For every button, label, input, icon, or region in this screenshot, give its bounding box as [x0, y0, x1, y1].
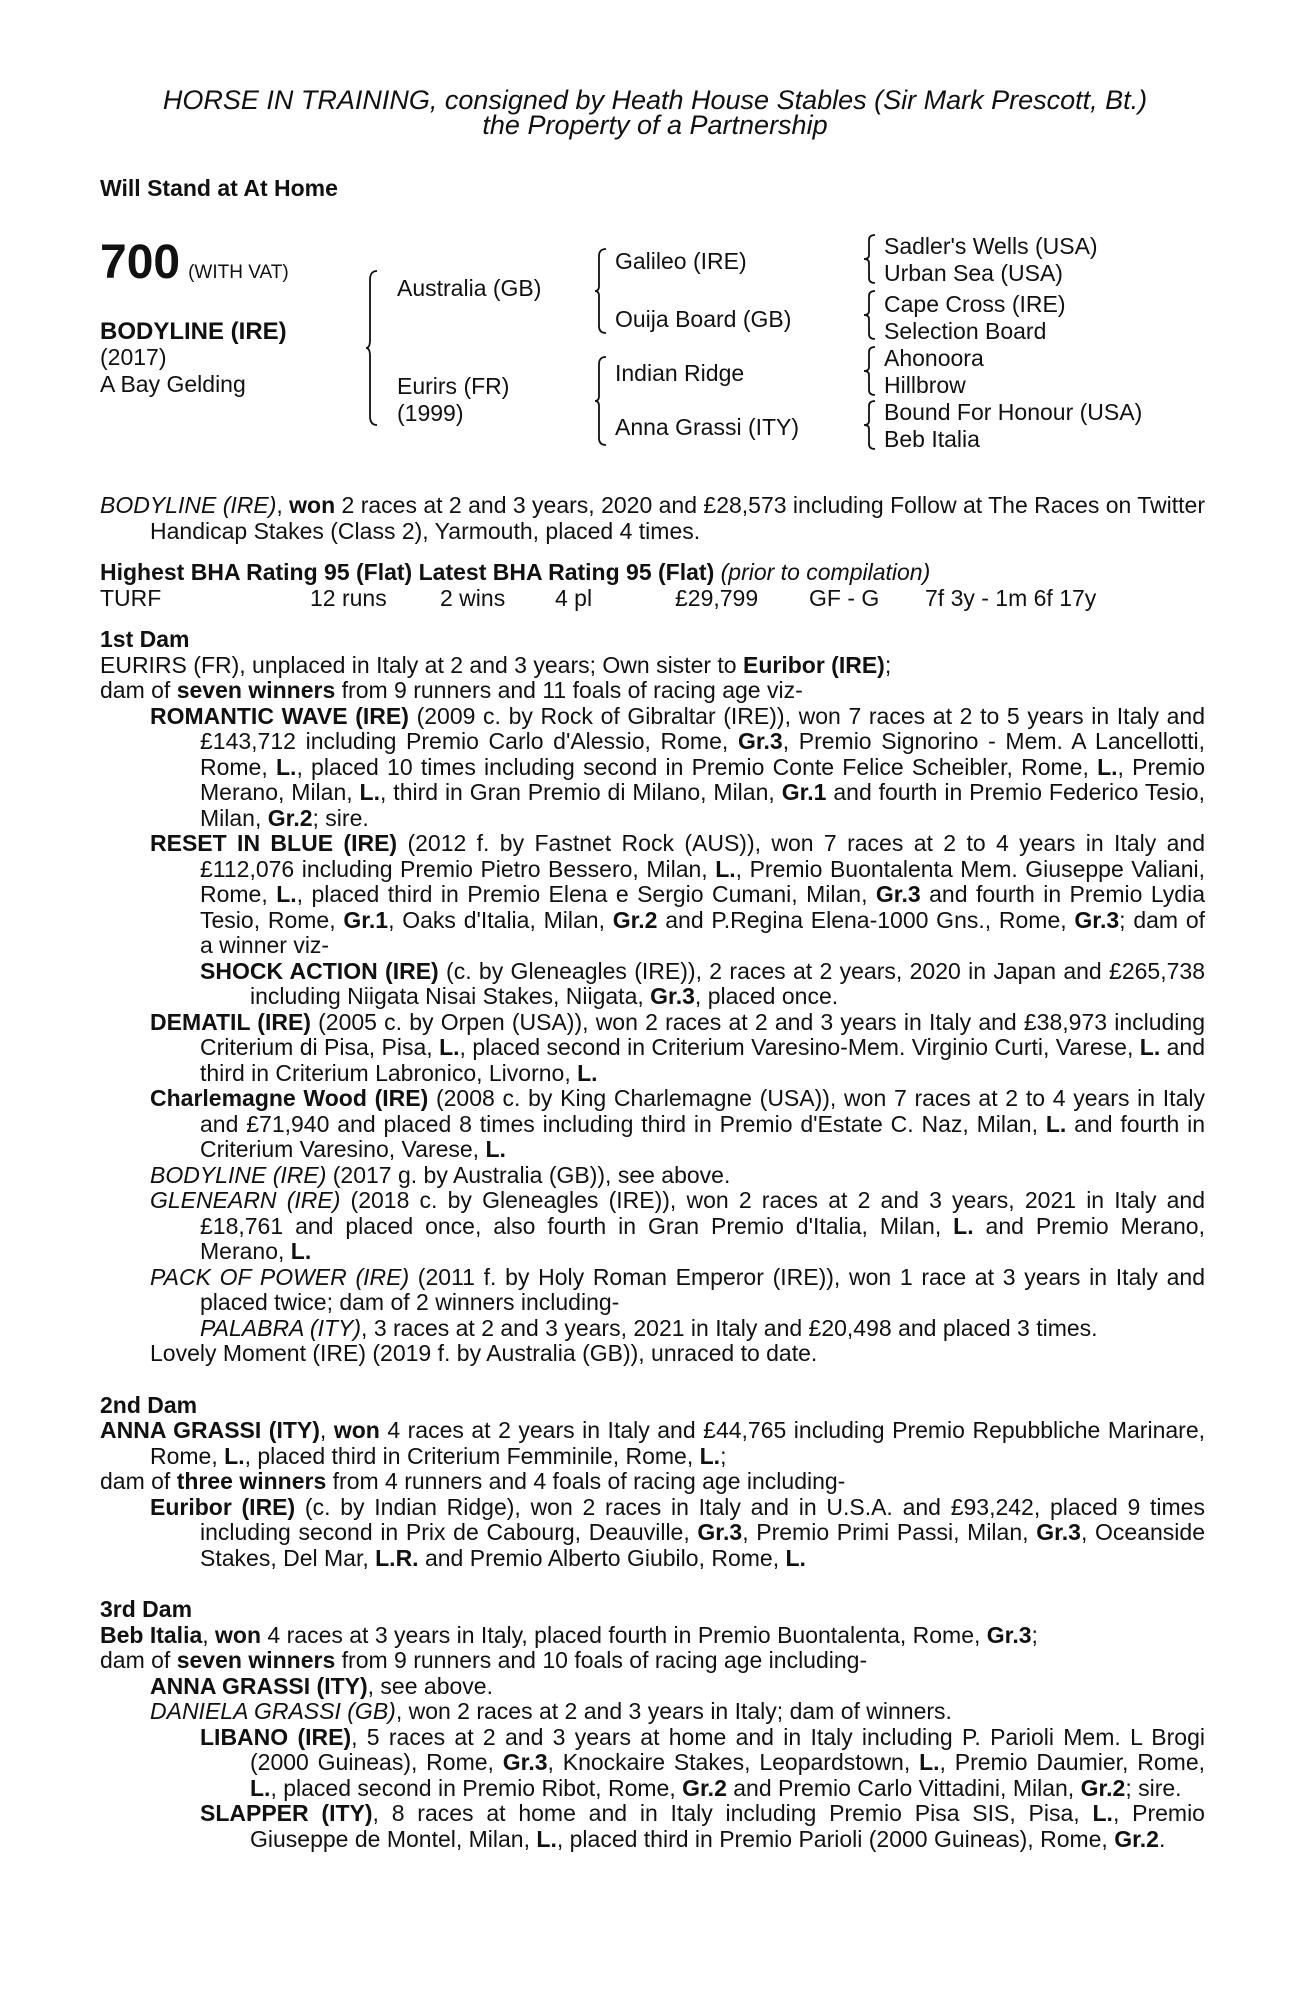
- perf-going: GF - G: [809, 584, 880, 611]
- pedigree-ggp-3: Cape Cross (IRE): [884, 291, 1066, 317]
- produce-dematil: DEMATIL (IRE) (2005 c. by Orpen (USA)), won 2 races at 2 and 3 years in Italy and £38,973 including Criterium di Pisa, Pisa, L., placed second in Criterium Varesino-Mem. Virginio Curti, Varese, L. and third in Criterium Labronico, Livorno, L.: [150, 1008, 1206, 1086]
- page-header: [90, 85, 1220, 140]
- perf-placed: 4 pl: [555, 584, 593, 611]
- perf-earnings: £29,799: [675, 584, 759, 611]
- pedigree-ggp-5: Ahonoora: [884, 345, 984, 371]
- produce-glenearn: GLENEARN (IRE) (2018 c. by Gleneagles (IRE)), won 2 races at 2 and 3 years, 2021 in Italy and £18,761 and placed once, also fourth in Gran Premio d'Italia, Milan, L. and Premio Merano, Merano, L.: [150, 1187, 1205, 1264]
- produce-shock-action: SHOCK ACTION (IRE) (c. by Gleneagles (IRE)), 2 races at 2 years, 2020 in Japan and £265,738 including Niigata Nisai Stakes, Niigata, Gr.3, placed once.: [200, 957, 1205, 1009]
- dam2-intro: dam of three winners from 4 runners and 4 foals of racing age including-: [100, 1468, 846, 1494]
- horse-name: BODYLINE (IRE): [100, 318, 287, 345]
- pedigree-ggp-brace-1: [864, 234, 876, 284]
- pedigree-sire-dam: Ouija Board (GB): [615, 306, 792, 332]
- pedigree-ggp-4: Selection Board: [884, 318, 1047, 344]
- pedigree-dam-brace: [595, 356, 607, 446]
- perf-distance: 7f 3y - 1m 6f 17y: [925, 584, 1097, 611]
- horse-description: A Bay Gelding: [100, 371, 246, 397]
- rating-note: (prior to compilation): [720, 559, 931, 585]
- produce-slapper: SLAPPER (ITY), 8 races at home and in Italy including Premio Pisa SIS, Pisa, L., Premio Giuseppe de Montel, Milan, L., placed third in Premio Parioli (2000 Guineas), Rome, Gr.2.: [200, 1800, 1205, 1852]
- dam1-intro: EURIRS (FR), unplaced in Italy at 2 and 3 years; Own sister to Euribor (IRE);: [100, 651, 892, 678]
- pedigree-ggp-6: Hillbrow: [884, 372, 966, 398]
- catalogue-body: [100, 493, 1205, 1852]
- summary-won: won: [289, 492, 336, 518]
- pedigree-ggp-8: Beb Italia: [884, 426, 980, 452]
- rating-heading: [100, 560, 1205, 586]
- horse-year: (2017): [100, 344, 167, 370]
- pedigree-sire-brace: [595, 248, 607, 334]
- pedigree-sire-sire: Galileo (IRE): [615, 248, 747, 274]
- pedigree-dam-year: (1999): [397, 400, 464, 426]
- dam2-heading: 2nd Dam: [100, 1391, 198, 1418]
- produce-bodyline: BODYLINE (IRE) (2017 g. by Australia (GB)), see above.: [150, 1161, 731, 1188]
- pedigree-sire: Australia (GB): [397, 275, 542, 301]
- dam2-record: ANNA GRASSI (ITY), won 4 races at 2 years in Italy and £44,765 including Premio Repubbliche Marinare, Rome, L., placed third in Criterium Femminile, Rome, L.;: [100, 1417, 1205, 1469]
- produce-daniela-grassi: DANIELA GRASSI (GB), won 2 races at 2 and 3 years in Italy; dam of winners.: [150, 1698, 952, 1724]
- pedigree-dam: Eurirs (FR): [397, 373, 510, 399]
- pedigree-ggp-brace-2: [864, 290, 876, 340]
- header-title: HORSE IN TRAINING, consigned by Heath House Stables (Sir Mark Prescott, Bt.): [162, 85, 1148, 115]
- lot-number: 700: [100, 236, 181, 289]
- rating-heading-text: Highest BHA Rating 95 (Flat) Latest BHA Rating 95 (Flat): [100, 559, 715, 585]
- produce-pack-of-power: PACK OF POWER (IRE) (2011 f. by Holy Roman Emperor (IRE)), won 1 race at 3 years in Italy and placed twice; dam of 2 winners including-: [150, 1263, 1205, 1315]
- race-summary: BODYLINE (IRE), won 2 races at 2 and 3 years, 2020 and £28,573 including Follow at The Races on Twitter Handicap Stakes (Class 2), Yarmouth, placed 4 times.: [100, 492, 1206, 544]
- summary-horse-name: BODYLINE (IRE): [100, 492, 277, 518]
- pedigree-ggp-brace-3: [864, 346, 876, 396]
- dam3-heading: 3rd Dam: [100, 1596, 193, 1622]
- perf-surface: TURF: [100, 584, 162, 611]
- produce-reset-in-blue: RESET IN BLUE (IRE) (2012 f. by Fastnet Rock (AUS)), won 7 races at 2 to 4 years in Italy and £112,076 including Premio Pietro Bessero, Milan, L., Premio Buontalenta Mem. Giuseppe Valiani, Rome, L., placed third in Premio Elena e Sergio Cumani, Milan, Gr.3 and fourth in Premio Lydia Tesio, Rome, Gr.1, Oaks d'Italia, Milan, Gr.2 and P.Regina Elena-1000 Gns., Rome, Gr.3; dam of a winner viz-: [150, 830, 1205, 958]
- summary-text: 2 races at 2 and 3 years, 2020 and £28,573 including Follow at The Races on Twitter Handicap Stakes (Class 2), Yarmouth, placed 4 times.: [150, 492, 1206, 544]
- produce-anna-grassi: ANNA GRASSI (ITY), see above.: [150, 1672, 493, 1699]
- dam1-intro-2: dam of seven winners from 9 runners and 11 foals of racing age viz-: [100, 677, 803, 703]
- produce-charlemagne-wood: Charlemagne Wood (IRE) (2008 c. by King Charlemagne (USA)), won 7 races at 2 to 4 years in Italy and £71,940 and placed 8 times including third in Premio d'Estate C. Naz, Milan, L. and fourth in Criterium Varesino, Varese, L.: [150, 1085, 1206, 1162]
- produce-libano: LIBANO (IRE), 5 races at 2 and 3 years at home and in Italy including P. Parioli Mem. L Brogi (2000 Guineas), Rome, Gr.3, Knockaire Stakes, Leopardstown, L., Premio Daumier, Rome, L., placed second in Premio Ribot, Rome, Gr.2 and Premio Carlo Vittadini, Milan, Gr.2; sire.: [200, 1723, 1205, 1801]
- lot-number-block: [100, 238, 289, 288]
- performance-row: [100, 586, 1205, 612]
- stand-note: Will Stand at At Home: [100, 175, 338, 201]
- perf-wins: 2 wins: [440, 584, 506, 611]
- pedigree-ggp-brace-4: [864, 400, 876, 450]
- lot-vat: (WITH VAT): [188, 262, 289, 283]
- perf-runs: 12 runs: [310, 584, 387, 611]
- dam3-intro: dam of seven winners from 9 runners and 10 foals of racing age including-: [100, 1647, 868, 1673]
- produce-palabra: PALABRA (ITY), 3 races at 2 and 3 years, 2021 in Italy and £20,498 and placed 3 times.: [200, 1314, 1098, 1341]
- pedigree-ggp-1: Sadler's Wells (USA): [884, 233, 1098, 259]
- pedigree-main-brace: [366, 270, 378, 426]
- header-subtitle: the Property of a Partnership: [482, 110, 828, 140]
- dam1-heading: 1st Dam: [100, 626, 190, 652]
- pedigree-ggp-2: Urban Sea (USA): [884, 260, 1063, 286]
- produce-romantic-wave: ROMANTIC WAVE (IRE) (2009 c. by Rock of Gibraltar (IRE)), won 7 races at 2 to 5 years in Italy and £143,712 including Premio Carlo d'Alessio, Rome, Gr.3, Premio Signorino - Mem. A Lancellotti, Rome, L., placed 10 times including second in Premio Conte Felice Scheibler, Rome, L., Premio Merano, Milan, L., third in Gran Premio di Milano, Milan, Gr.1 and fourth in Premio Federico Tesio, Milan, Gr.2; sire.: [150, 702, 1205, 831]
- pedigree-dam-sire: Indian Ridge: [615, 360, 745, 386]
- pedigree-ggp-7: Bound For Honour (USA): [884, 399, 1143, 425]
- produce-lovely-moment: Lovely Moment (IRE) (2019 f. by Australia (GB)), unraced to date.: [150, 1340, 818, 1366]
- dam3-record: Beb Italia, won 4 races at 3 years in Italy, placed fourth in Premio Buontalenta, Rome, Gr.3;: [100, 1621, 1038, 1648]
- produce-euribor: Euribor (IRE) (c. by Indian Ridge), won 2 races in Italy and in U.S.A. and £93,242, placed 9 times including second in Prix de Cabourg, Deauville, Gr.3, Premio Primi Passi, Milan, Gr.3, Oceanside Stakes, Del Mar, L.R. and Premio Alberto Giubilo, Rome, L.: [150, 1493, 1205, 1571]
- pedigree-dam-dam: Anna Grassi (ITY): [615, 414, 800, 440]
